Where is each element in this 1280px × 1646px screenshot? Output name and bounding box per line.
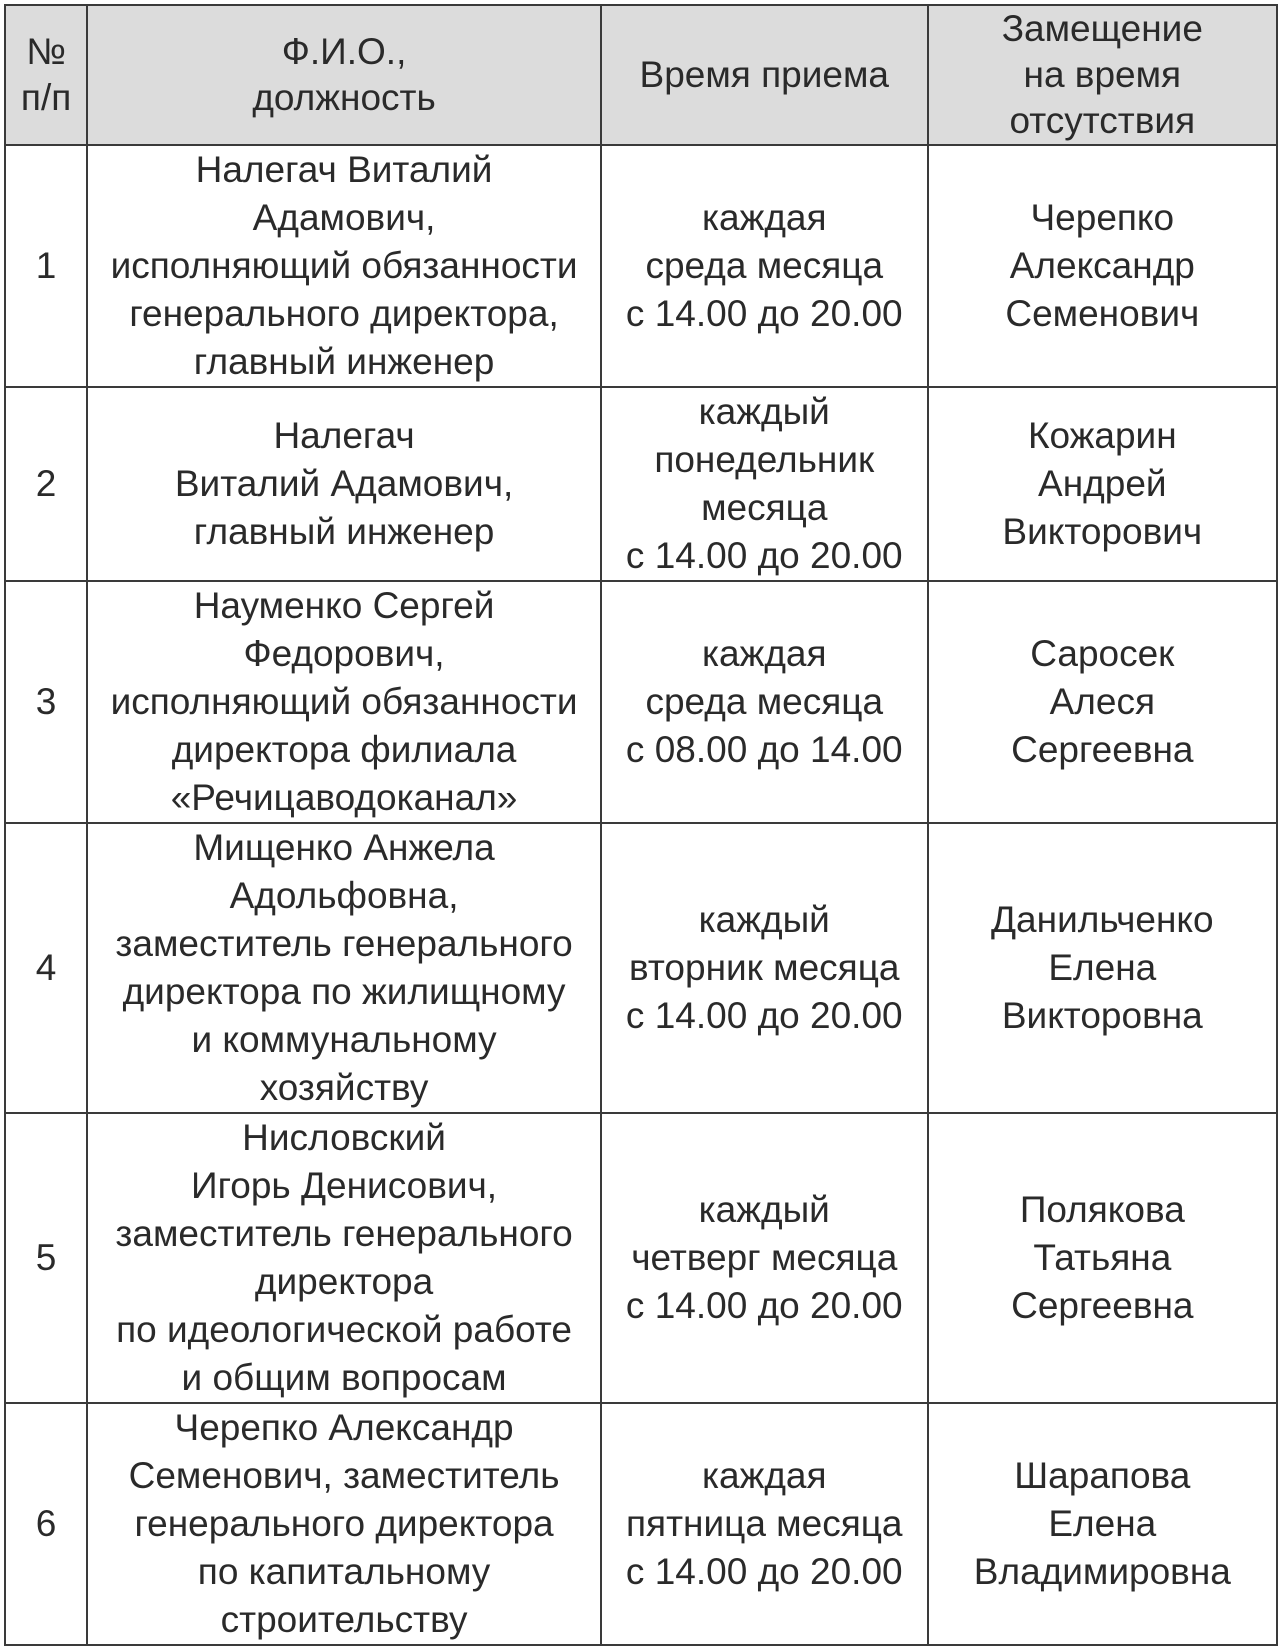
row-number-text: 2 (35, 463, 57, 504)
row-name (87, 581, 601, 823)
row-name-text: Науменко Сергей Федорович, исполняющий обязанности директора филиала «Речицаводоканал» (110, 585, 578, 818)
row-time-text: каждый вторник месяца с 14.00 до 20.00 (625, 899, 903, 1036)
row-substitute (928, 387, 1277, 581)
header-row (5, 5, 1277, 145)
table-row (5, 1113, 1277, 1403)
reception-schedule-table (4, 4, 1278, 1646)
row-number-text: 3 (35, 681, 57, 722)
row-time (601, 145, 928, 387)
row-number (5, 1403, 87, 1645)
row-name-text: Мищенко Анжела Адольфовна, заместитель генерального директора по жилищному и коммунальному хозяйству (115, 827, 573, 1108)
row-name-text: Нисловский Игорь Денисович, заместитель генерального директора по идеологической работе и общим вопросам (115, 1117, 573, 1398)
row-name-text: Налегач Виталий Адамович, главный инженер (174, 415, 514, 552)
row-number (5, 1113, 87, 1403)
header-time (601, 5, 928, 145)
row-substitute-text: Черепко Александр Семенович (1005, 197, 1200, 334)
row-time (601, 1403, 928, 1645)
row-substitute (928, 1403, 1277, 1645)
table-row (5, 387, 1277, 581)
row-number (5, 581, 87, 823)
row-name (87, 823, 601, 1113)
row-name (87, 387, 601, 581)
row-number (5, 387, 87, 581)
row-number-text: 1 (35, 245, 57, 286)
row-substitute-text: Полякова Татьяна Сергеевна (1011, 1189, 1194, 1326)
table-row (5, 581, 1277, 823)
row-name-text: Налегач Виталий Адамович, исполняющий обязанности генерального директора, главный инженер (110, 149, 578, 382)
row-name (87, 1403, 601, 1645)
row-time (601, 823, 928, 1113)
row-number (5, 823, 87, 1113)
row-substitute (928, 823, 1277, 1113)
row-substitute (928, 581, 1277, 823)
row-substitute-text: Саросек Алеся Сергеевна (1011, 633, 1194, 770)
row-number-text: 4 (35, 947, 57, 988)
row-name-text: Черепко Александр Семенович, заместитель генерального директора по капитальному строительству (128, 1407, 560, 1640)
table-row (5, 145, 1277, 387)
row-name (87, 1113, 601, 1403)
row-time-text: каждая среда месяца с 08.00 до 14.00 (625, 633, 903, 770)
row-substitute-text: Шарапова Елена Владимировна (973, 1455, 1231, 1592)
row-substitute (928, 145, 1277, 387)
row-time (601, 581, 928, 823)
row-substitute-text: Данильченко Елена Викторовна (991, 899, 1214, 1036)
header-substitute (928, 5, 1277, 145)
header-number-label: № п/п (20, 31, 72, 118)
table-body (5, 145, 1277, 1645)
row-substitute (928, 1113, 1277, 1403)
row-time-text: каждый понедельник месяца с 14.00 до 20.00 (625, 391, 903, 576)
header-time-label: Время приема (639, 54, 889, 95)
header-name (87, 5, 601, 145)
table-header (5, 5, 1277, 145)
row-number-text: 5 (35, 1237, 57, 1278)
row-number-text: 6 (35, 1503, 57, 1544)
reception-schedule-table-wrapper (4, 4, 1278, 1646)
row-time (601, 1113, 928, 1403)
row-time-text: каждый четверг месяца с 14.00 до 20.00 (625, 1189, 903, 1326)
row-substitute-text: Кожарин Андрей Викторович (1002, 415, 1203, 552)
row-number (5, 145, 87, 387)
table-row (5, 1403, 1277, 1645)
row-name (87, 145, 601, 387)
row-time (601, 387, 928, 581)
row-time-text: каждая пятница месяца с 14.00 до 20.00 (625, 1455, 903, 1592)
header-substitute-label: Замещение на время отсутствия (1001, 8, 1203, 141)
row-time-text: каждая среда месяца с 14.00 до 20.00 (625, 197, 903, 334)
header-number (5, 5, 87, 145)
table-row (5, 823, 1277, 1113)
header-name-label: Ф.И.О., должность (252, 31, 436, 118)
